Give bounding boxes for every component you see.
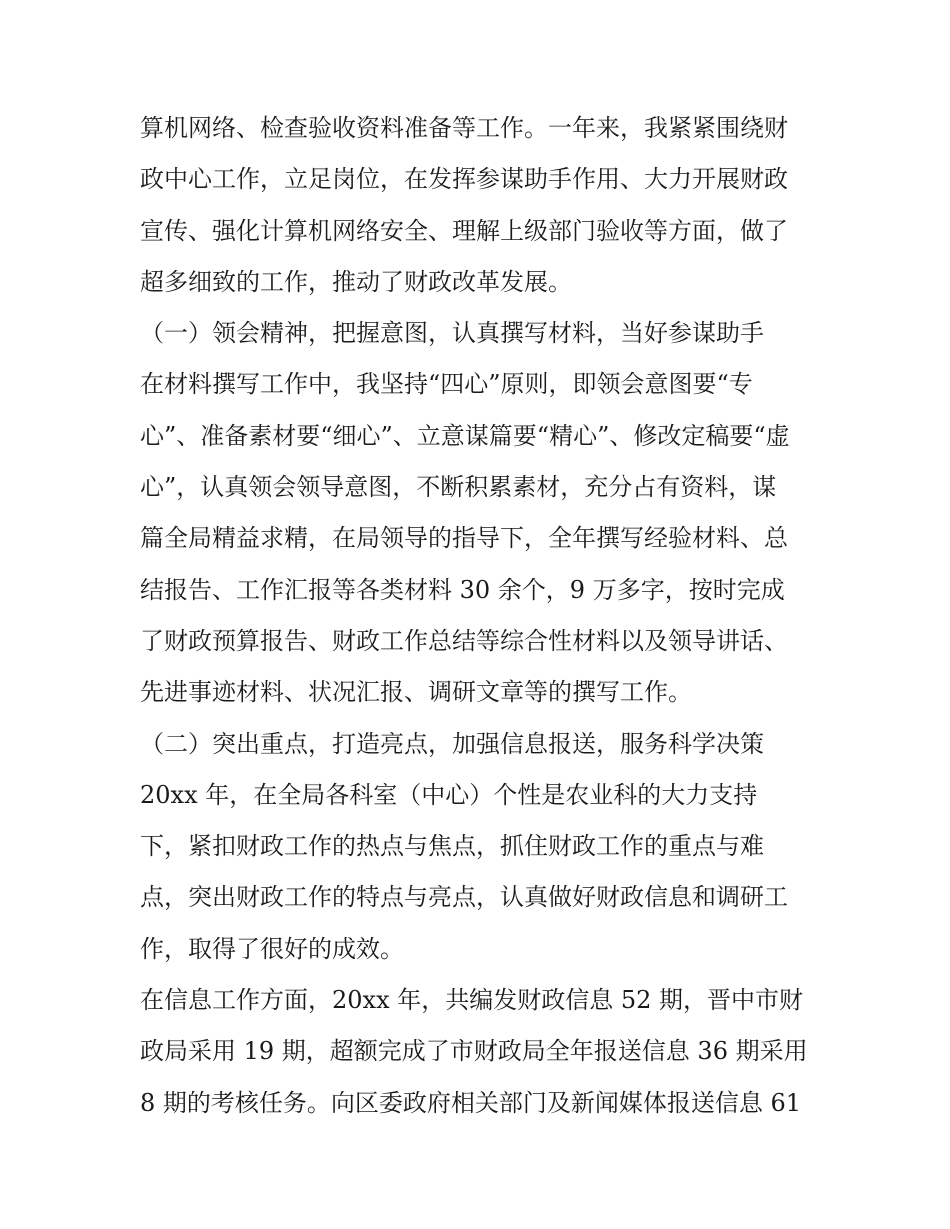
paragraph-line: 20xx 年，在全局各科室（中心）个性是农业科的大力支持 — [140, 780, 758, 809]
paragraph-line: 结报告、工作汇报等各类材料 30 余个，9 万多字，按时完成 — [140, 575, 785, 604]
paragraph-line: 宣传、强化计算机网络安全、理解上级部门验收等方面，做了 — [140, 216, 788, 245]
paragraph-line: 心”、准备素材要“细心”、立意谋篇要“精心”、修改定稿要“虚 — [140, 421, 790, 450]
paragraph-line: 下，紧扣财政工作的热点与焦点，抓住财政工作的重点与难 — [140, 832, 764, 861]
section-heading-1: （一）领会精神，把握意图，认真撰写材料，当好参谋助手 — [140, 319, 764, 348]
document-body — [140, 103, 830, 1129]
paragraph-line: 点，突出财政工作的特点与亮点，认真做好财政信息和调研工 — [140, 883, 788, 912]
paragraph-line: 篇全局精益求精，在局领导的指导下，全年撰写经验材料、总 — [140, 524, 788, 553]
paragraph-line: 超多细致的工作，推动了财政改革发展。 — [140, 267, 572, 296]
paragraph-line: 作，取得了很好的成效。 — [140, 934, 404, 963]
paragraph-line: 了财政预算报告、财政工作总结等综合性材料以及领导讲话、 — [140, 626, 788, 655]
paragraph-line: 8 期的考核任务。向区委政府相关部门及新闻媒体报送信息 61 — [140, 1088, 802, 1117]
paragraph-line: 算机网络、检查验收资料准备等工作。一年来，我紧紧围绕财 — [140, 114, 788, 142]
paragraph-line: 心”，认真领会领导意图，不断积累素材，充分占有资料，谋 — [140, 473, 777, 502]
paragraph-line: 先进事迹材料、状况汇报、调研文章等的撰写工作。 — [140, 678, 692, 707]
paragraph-line: 政局采用 19 期，超额完成了市财政局全年报送信息 36 期采用 — [140, 1037, 808, 1066]
paragraph-line: 政中心工作，立足岗位，在发挥参谋助手作用、大力开展财政 — [140, 165, 788, 194]
paragraph-line: 在信息工作方面，20xx 年，共编发财政信息 52 期，晋中市财 — [140, 986, 804, 1015]
paragraph-line: 在材料撰写工作中，我坚持“四心”原则，即领会意图要“专 — [140, 370, 753, 399]
section-heading-2: （二）突出重点，打造亮点，加强信息报送，服务科学决策 — [140, 729, 764, 758]
